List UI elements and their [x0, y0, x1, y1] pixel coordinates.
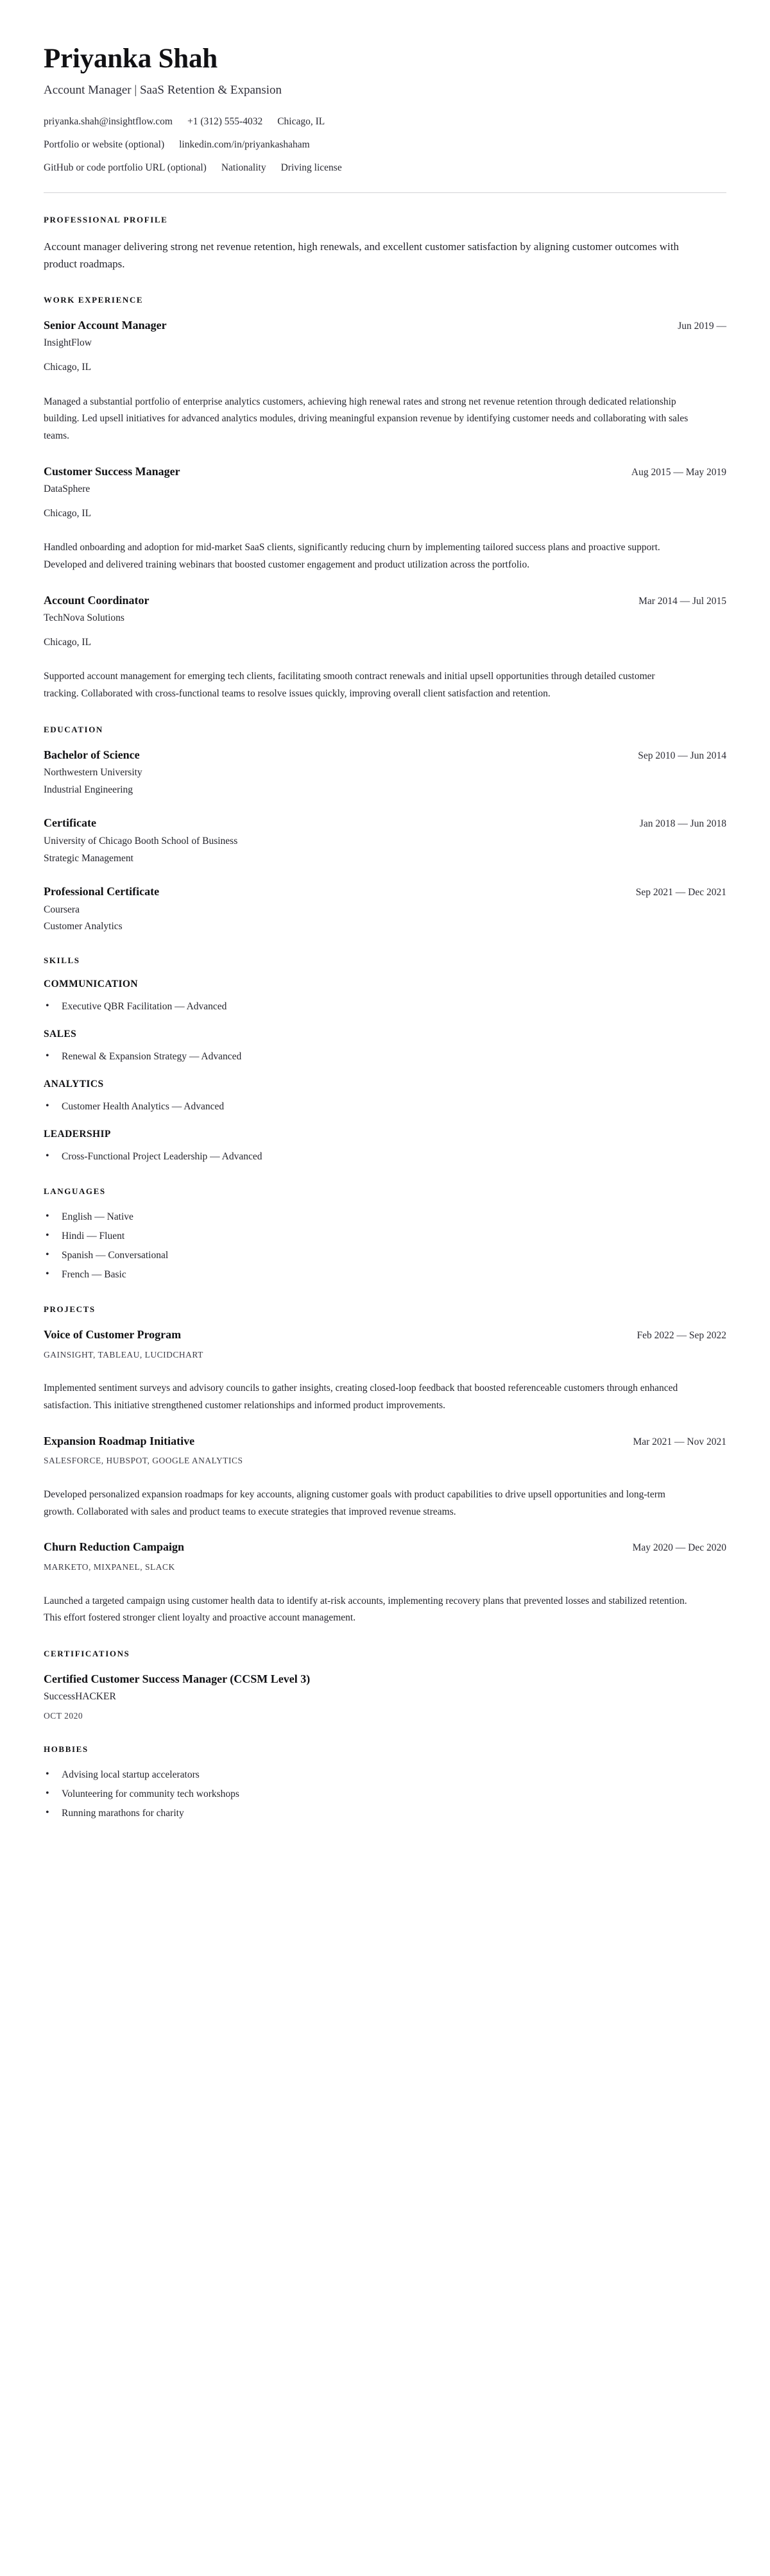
contact-row: [44, 139, 726, 152]
contact-block: [44, 115, 726, 175]
contact-item[interactable]: Portfolio or website (optional): [44, 139, 165, 150]
contact-row: [44, 162, 726, 175]
skill-category-label: ANALYTICS: [44, 1079, 104, 1090]
skill-category-label: SALES: [44, 1029, 77, 1040]
language-list: [44, 1209, 726, 1283]
profile-summary-text: Account manager delivering strong net revenue retention, high renewals, and excellent customer satisfaction by aligning customer outcomes with product roadmaps.: [44, 240, 679, 271]
project-entry-description: Implemented sentiment surveys and advisory councils to gather insights, creating closed-loop feedback that boosted referenceable customers through enhanced satisfaction. This initiative strengthened customer relationships and informed product improvements.: [44, 1383, 678, 1411]
contact-item[interactable]: Driving license: [280, 162, 342, 173]
work-entry-list: [44, 318, 726, 703]
work-entry-head: [44, 464, 726, 479]
work-entry-role: Customer Success Manager: [44, 464, 180, 478]
skill-group: [44, 1079, 726, 1115]
project-entry-stack: GAINSIGHT, TABLEAU, LUCIDCHART: [44, 1349, 203, 1360]
project-entry-head: [44, 1327, 726, 1342]
hobby-item: • Running marathons for charity: [44, 1806, 726, 1821]
skill-group: [44, 1029, 726, 1065]
education-entry-head: [44, 748, 726, 762]
project-entry-name: Expansion Roadmap Initiative: [44, 1434, 195, 1447]
education-entry-degree: Certificate: [44, 816, 96, 830]
education-entry: [44, 884, 726, 934]
work-entry-role: Senior Account Manager: [44, 318, 167, 332]
candidate-headline: Account Manager | SaaS Retention & Expansion: [44, 83, 282, 97]
project-entry: [44, 1327, 726, 1415]
project-entry-list: [44, 1327, 726, 1627]
work-entry-company: InsightFlow: [44, 337, 92, 349]
project-entry: [44, 1434, 726, 1521]
work-entry-location: Chicago, IL: [44, 361, 92, 373]
work-entry-description: Handled onboarding and adoption for mid-market SaaS clients, significantly reducing churn by implementing tailored success plans and proactive support. Developed and delivered training webinars that boosted customer engagement and product utilization across the portfolio.: [44, 542, 660, 570]
project-entry-name: Churn Reduction Campaign: [44, 1540, 185, 1554]
language-item: • Spanish — Conversational: [44, 1248, 726, 1263]
project-entry-stack: SALESFORCE, HUBSPOT, GOOGLE ANALYTICS: [44, 1456, 243, 1466]
section-title-work: WORK EXPERIENCE: [44, 294, 144, 305]
project-entry-date: Feb 2022 — Sep 2022: [637, 1330, 726, 1342]
language-item: • English — Native: [44, 1209, 726, 1225]
work-entry-date: Aug 2015 — May 2019: [631, 466, 726, 478]
skill-item-list: [44, 1099, 726, 1115]
section-work-experience: [44, 295, 726, 703]
hobby-item: • Volunteering for community tech workshops: [44, 1787, 726, 1802]
skill-item: • Renewal & Expansion Strategy — Advanced: [44, 1049, 726, 1065]
skill-group: [44, 1129, 726, 1165]
skill-item: • Cross-Functional Project Leadership — Advanced: [44, 1149, 726, 1165]
project-entry-head: [44, 1434, 726, 1449]
section-title-hobbies: HOBBIES: [44, 1744, 89, 1754]
skill-group-list: [44, 979, 726, 1165]
skill-category-label: LEADERSHIP: [44, 1129, 111, 1140]
contact-item[interactable]: linkedin.com/in/priyankashaham: [179, 139, 310, 150]
work-entry-date: Jun 2019 —: [678, 320, 726, 332]
education-entry-head: [44, 816, 726, 830]
contact-item[interactable]: Nationality: [221, 162, 266, 173]
project-entry-name: Voice of Customer Program: [44, 1328, 182, 1342]
section-title-profile: PROFESSIONAL PROFILE: [44, 214, 168, 224]
project-entry-date: May 2020 — Dec 2020: [632, 1542, 726, 1554]
contact-item[interactable]: Chicago, IL: [277, 115, 325, 127]
hobby-list: [44, 1767, 726, 1821]
project-entry-description: Developed personalized expansion roadmaps for key accounts, aligning customer goals with product capabilities to drive upsell opportunities and long-term growth. Collaborated with sales and product teams to execute strategies that improved revenue streams.: [44, 1489, 665, 1517]
education-entry: [44, 816, 726, 865]
skill-category-label: COMMUNICATION: [44, 979, 138, 989]
work-entry-role: Account Coordinator: [44, 593, 150, 607]
contact-item[interactable]: GitHub or code portfolio URL (optional): [44, 162, 207, 173]
language-item: • Hindi — Fluent: [44, 1229, 726, 1244]
section-title-certifications: CERTIFICATIONS: [44, 1648, 130, 1658]
section-title-education: EDUCATION: [44, 724, 103, 734]
section-skills: [44, 955, 726, 1165]
education-entry-school: Northwestern University: [44, 767, 142, 779]
section-education: [44, 725, 726, 934]
skill-group: [44, 979, 726, 1014]
certification-entry-name: Certified Customer Success Manager (CCSM Level 3): [44, 1672, 311, 1685]
section-title-projects: PROJECTS: [44, 1304, 96, 1315]
certification-entry: [44, 1672, 726, 1722]
resume-header: [44, 44, 726, 175]
contact-item[interactable]: +1 (312) 555-4032: [187, 115, 263, 127]
work-entry-head: [44, 318, 726, 333]
education-entry-field: Strategic Management: [44, 852, 133, 864]
skill-item: • Executive QBR Facilitation — Advanced: [44, 999, 726, 1014]
education-entry-field: Customer Analytics: [44, 921, 123, 932]
project-entry-stack: MARKETO, MIXPANEL, SLACK: [44, 1562, 175, 1572]
work-entry: [44, 464, 726, 574]
education-entry-date: Sep 2010 — Jun 2014: [638, 750, 726, 761]
candidate-name: Priyanka Shah: [44, 44, 218, 74]
work-entry-description: Managed a substantial portfolio of enterprise analytics customers, achieving high renewal rates and strong net revenue retention through dedicated relationship building. Led upsell initiatives for advanced analytics modules, driving meaningful expansion revenue by identifying customer needs and collaborating with sales teams.: [44, 396, 689, 441]
certification-entry-list: [44, 1672, 726, 1722]
work-entry-company: TechNova Solutions: [44, 612, 124, 624]
section-certifications: [44, 1649, 726, 1722]
education-entry-date: Sep 2021 — Dec 2021: [635, 887, 726, 898]
education-entry: [44, 748, 726, 797]
education-entry-field: Industrial Engineering: [44, 784, 133, 795]
section-languages: [44, 1186, 726, 1283]
education-entry-degree: Professional Certificate: [44, 885, 160, 898]
work-entry: [44, 318, 726, 445]
education-entry-date: Jan 2018 — Jun 2018: [639, 818, 726, 830]
certification-entry-issuer: SuccessHACKER: [44, 1691, 116, 1703]
certification-entry-date: OCT 2020: [44, 1710, 83, 1721]
work-entry-date: Mar 2014 — Jul 2015: [638, 595, 726, 607]
section-professional-profile: [44, 215, 726, 273]
skill-item: • Customer Health Analytics — Advanced: [44, 1099, 726, 1115]
work-entry-company: DataSphere: [44, 483, 90, 494]
header-divider: [44, 192, 726, 193]
section-hobbies: [44, 1744, 726, 1821]
skill-item-list: [44, 1049, 726, 1065]
work-entry-location: Chicago, IL: [44, 507, 92, 519]
section-projects: [44, 1304, 726, 1627]
skill-item-list: [44, 999, 726, 1014]
skill-item-list: [44, 1149, 726, 1165]
project-entry-date: Mar 2021 — Nov 2021: [633, 1436, 726, 1447]
language-item: • French — Basic: [44, 1267, 726, 1283]
contact-row: [44, 115, 726, 129]
work-entry-location: Chicago, IL: [44, 636, 92, 648]
section-title-skills: SKILLS: [44, 955, 80, 965]
project-entry-head: [44, 1540, 726, 1554]
work-entry: [44, 593, 726, 703]
work-entry-description: Supported account management for emerging tech clients, facilitating smooth contract renewals and initial upsell opportunities through detailed customer tracking. Collaborated with cross-functional teams to resolve issues quickly, improving overall client satisfaction and retention.: [44, 671, 655, 700]
education-entry-head: [44, 884, 726, 899]
section-title-languages: LANGUAGES: [44, 1186, 106, 1197]
education-entry-school: Coursera: [44, 904, 80, 915]
work-entry-head: [44, 593, 726, 608]
education-entry-school: University of Chicago Booth School of Business: [44, 835, 238, 846]
project-entry-description: Launched a targeted campaign using customer health data to identify at-risk accounts, implementing recovery plans that prevented losses and stabilized retention. This effort fostered stronger client loyalty and proactive account management.: [44, 1595, 687, 1624]
education-entry-list: [44, 748, 726, 934]
education-entry-degree: Bachelor of Science: [44, 748, 140, 761]
project-entry: [44, 1540, 726, 1627]
hobby-item: • Advising local startup accelerators: [44, 1767, 726, 1783]
contact-item[interactable]: priyanka.shah@insightflow.com: [44, 115, 173, 127]
